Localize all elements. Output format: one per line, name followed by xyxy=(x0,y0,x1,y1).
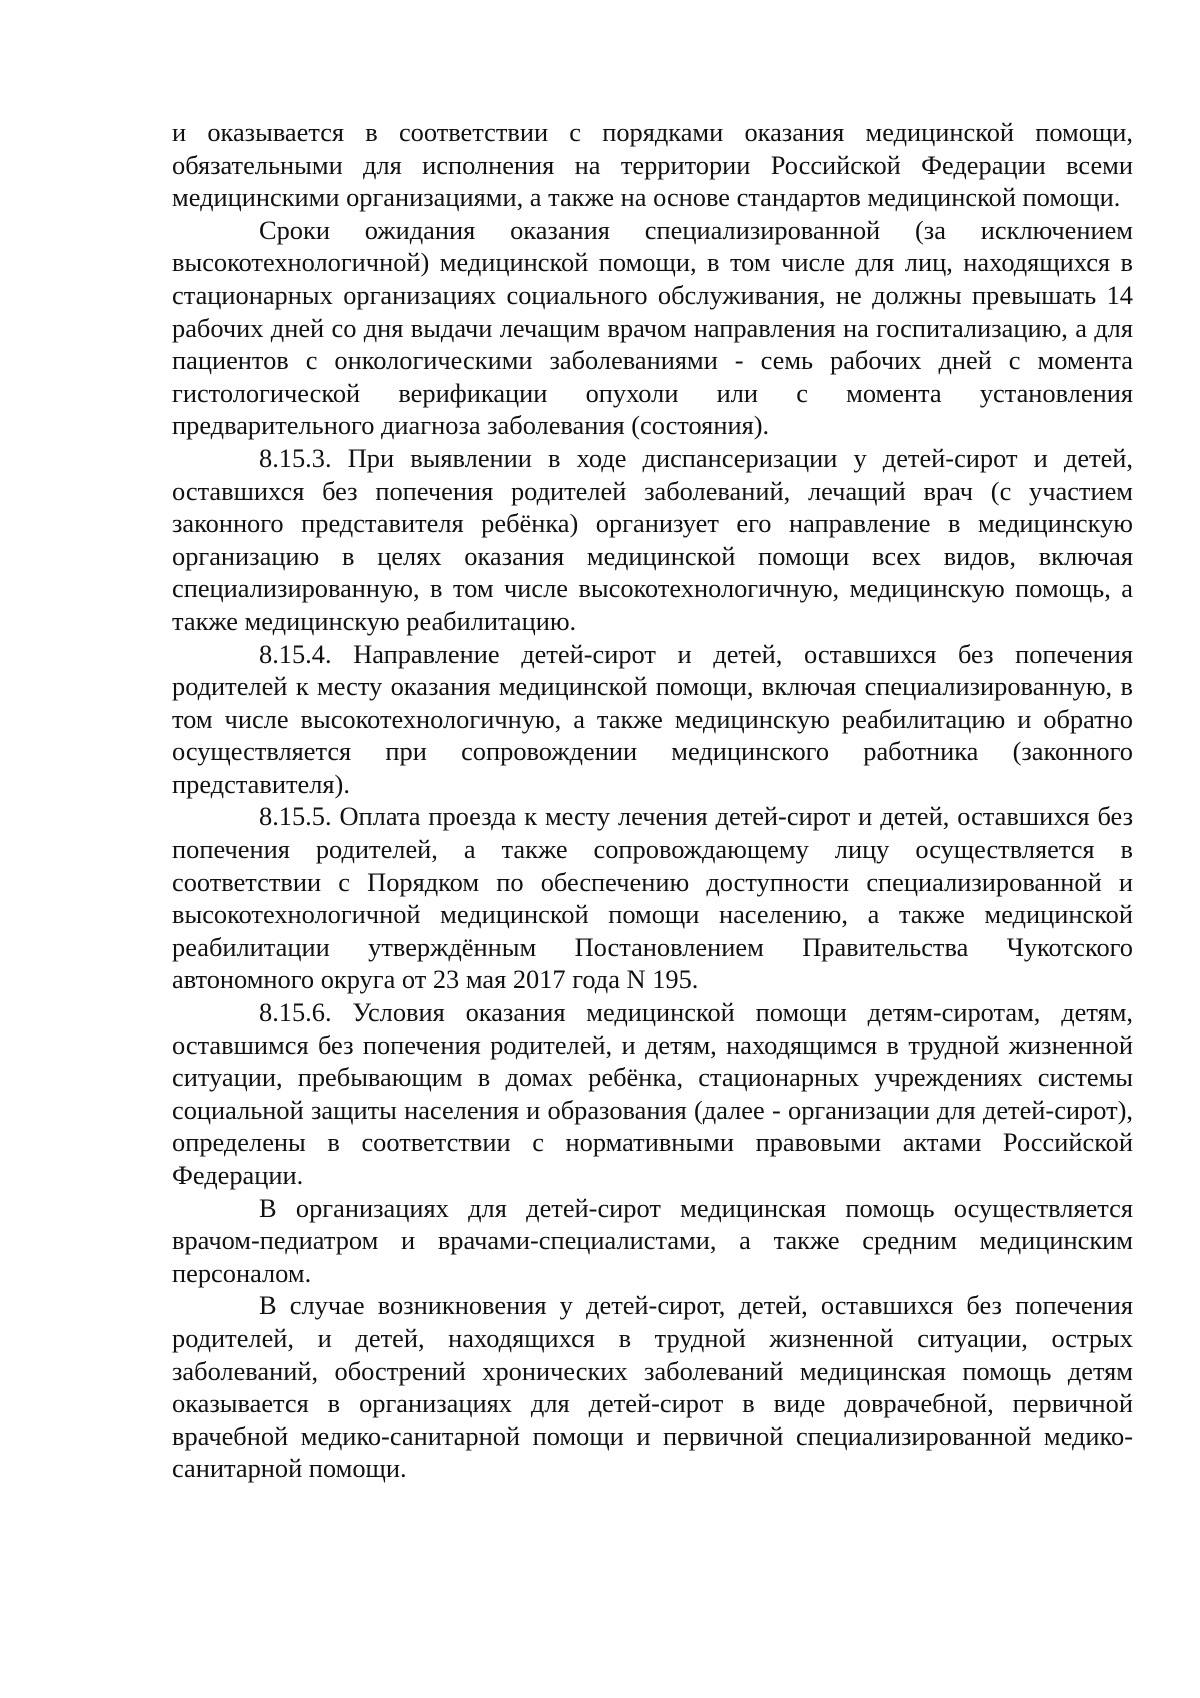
paragraph-8-15-6: 8.15.6. Условия оказания медицинской помощи детям-сиротам, детям, оставшимся без попечения родителей, и детям, находящимся в трудной жизненной ситуации, пребывающим в домах ребёнка, стационарных учреждениях системы социальной защиты населения и образования (далее - организации для детей-сирот), определены в соответствии с нормативными правовыми актами Российской Федерации. xyxy=(172,997,1133,1190)
paragraph-8-15-3: 8.15.3. При выявлении в ходе диспансеризации у детей-сирот и детей, оставшихся без попечения родителей заболеваний, лечащий врач (с участием законного представителя ребёнка) организует его направление в медицинскую организацию в целях оказания медицинской помощи всех видов, включая специализированную, в том числе высокотехнологичную, медицинскую помощь, а также медицинскую реабилитацию. xyxy=(172,442,1133,636)
paragraph-continuation: и оказывается в соответствии с порядками оказания медицинской помощи, обязательными для исполнения на территории Российской Федерации всеми медицинскими организациями, а также на основе стандартов медицинской помощи. xyxy=(172,117,1133,213)
paragraph-orphan-organizations: В организациях для детей-сирот медицинская помощь осуществляется врачом-педиатром и врачами-специалистами, а также средним медицинским персоналом. xyxy=(172,1192,1133,1288)
paragraph-waiting-times: Сроки ожидания оказания специализированной (за исключением высокотехнологичной) медицинской помощи, в том числе для лиц, находящихся в стационарных организациях социального обслуживания, не должны превышать 14 рабочих дней со дня выдачи лечащим врачом направления на госпитализацию, а для пациентов с онкологическими заболеваниями - семь рабочих дней с момента гистологической верификации опухоли или с момента установления предварительного диагноза заболевания (состояния). xyxy=(172,214,1133,441)
paragraph-8-15-4: 8.15.4. Направление детей-сирот и детей, оставшихся без попечения родителей к месту оказания медицинской помощи, включая специализированную, в том числе высокотехнологичную, а также медицинскую реабилитацию и обратно осуществляется при сопровождении медицинского работника (законного представителя). xyxy=(172,638,1133,799)
paragraph-acute-diseases: В случае возникновения у детей-сирот, детей, оставшихся без попечения родителей, и детей, находящихся в трудной жизненной ситуации, острых заболеваний, обострений хронических заболеваний медицинская помощь детям оказывается в организациях для детей-сирот в виде доврачебной, первичной врачебной медико-санитарной помощи и первичной специализированной медико-санитарной помощи. xyxy=(172,1290,1133,1484)
paragraph-8-15-5: 8.15.5. Оплата проезда к месту лечения детей-сирот и детей, оставшихся без попечения родителей, а также сопровождающему лицу осуществляется в соответствии с Порядком по обеспечению доступности специализированной и высокотехнологичной медицинской помощи населению, а также медицинской реабилитации утверждённым Постановлением Правительства Чукотского автономного округа от 23 мая 2017 года N 195. xyxy=(172,801,1133,995)
document-page xyxy=(172,116,1133,1485)
